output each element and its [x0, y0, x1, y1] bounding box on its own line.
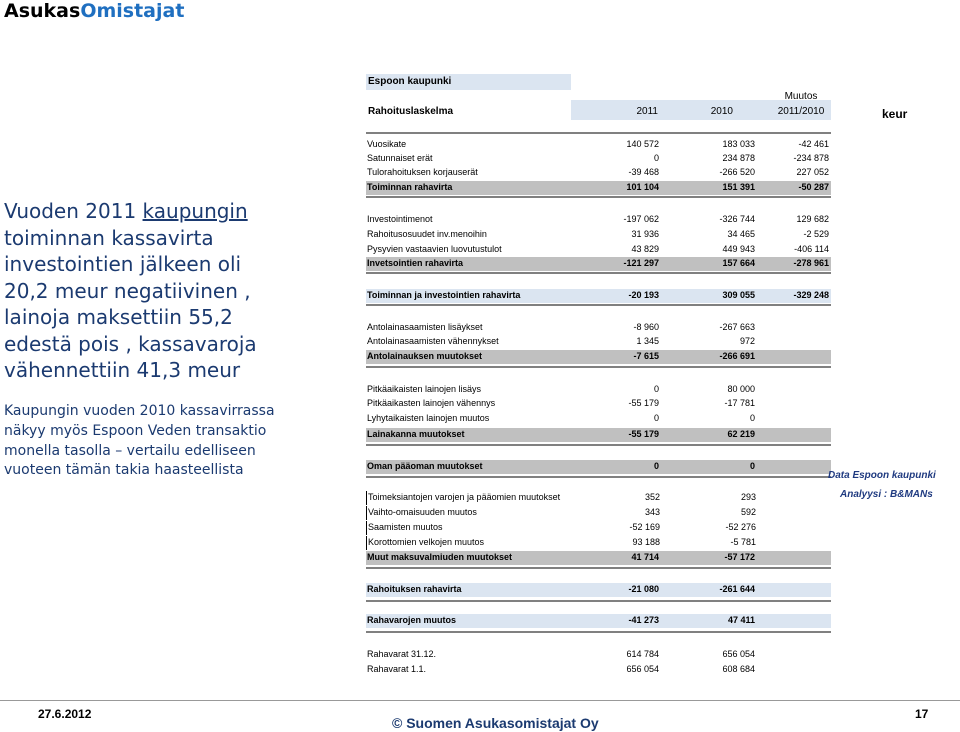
divider	[366, 272, 831, 274]
row-value-v2: 972	[739, 336, 755, 346]
col-change-sub: 2011/2010	[777, 106, 825, 117]
row-value-v3: -329 248	[793, 290, 829, 300]
summary-subtext: Kaupungin vuoden 2010 kassavirrassa näkyy myös Espoon Veden transaktio monella tasolla – vertailu edelliseen vuoteen tämän takia haasteellista	[4, 403, 275, 479]
row-value-v3: -50 287	[798, 182, 829, 192]
row-value-v2: -57 172	[724, 552, 755, 562]
page-number: 17	[915, 707, 929, 721]
row-value-v1: -39 468	[628, 167, 659, 177]
col-change-title: Muutos	[784, 91, 818, 102]
row-value-v2: 234 878	[722, 153, 755, 163]
row-label: Vaihto-omaisuuden muutos	[368, 507, 477, 517]
row-label: Toiminnan ja investointien rahavirta	[367, 290, 521, 300]
row-label: Rahavarat 1.1.	[367, 664, 427, 674]
row-value-v3: -278 961	[793, 258, 829, 268]
row-value-v1: 352	[644, 492, 660, 502]
brand-logo: AsukasOmistajat	[4, 0, 185, 22]
source-data: Data Espoon kaupunki	[828, 470, 936, 481]
row-value-v1: 43 829	[631, 244, 659, 254]
table-row	[366, 166, 831, 180]
row-value-v1: 1 345	[636, 336, 659, 346]
table-row	[366, 583, 831, 597]
summary-text: Vuoden 2011 kaupungin toiminnan kassavirta investointien jälkeen oli 20,2 meur negatiivinen , lainoja maksettiin 55,2 edestä pois , kassavaroja vähennettiin 41,3 meur	[4, 199, 257, 382]
table-row	[366, 397, 831, 411]
row-value-v2: -267 663	[719, 322, 755, 332]
row-value-v2: 47 411	[727, 615, 755, 625]
row-value-v1: -52 169	[629, 522, 660, 532]
table-row	[366, 614, 831, 628]
row-value-v1: 0	[653, 413, 659, 423]
row-value-v1: 101 104	[626, 182, 659, 192]
row-value-v3: -2 529	[803, 229, 829, 239]
row-value-v1: -55 179	[628, 429, 659, 439]
row-value-v1: 0	[653, 461, 659, 471]
entity-label: Espoon kaupunki	[366, 74, 571, 90]
table-row	[366, 321, 831, 335]
row-value-v2: -266 691	[719, 351, 755, 361]
table-row	[366, 412, 831, 426]
row-label: Lyhytaikaisten lainojen muutos	[367, 413, 490, 423]
table-row	[366, 460, 831, 474]
row-value-v1: -8 960	[633, 322, 659, 332]
table-row	[366, 138, 831, 152]
row-value-v1: -197 062	[623, 214, 659, 224]
table-row	[366, 491, 832, 505]
row-value-v2: -52 276	[725, 522, 756, 532]
source-analysis: Analyysi : B&MANs	[840, 489, 933, 500]
row-label: Saamisten muutos	[368, 522, 443, 532]
row-value-v2: 293	[740, 492, 756, 502]
table-row	[366, 243, 831, 257]
row-value-v1: 656 054	[626, 664, 659, 674]
row-label: Korottomien velkojen muutos	[368, 537, 485, 547]
divider	[366, 600, 831, 602]
row-value-v2: 80 000	[727, 384, 755, 394]
row-label: Antolainasaamisten lisäykset	[367, 322, 483, 332]
table-row	[366, 536, 832, 550]
row-value-v1: -55 179	[628, 398, 659, 408]
table-row	[366, 152, 831, 166]
col-2011: 2011	[636, 106, 658, 117]
table-row	[366, 289, 831, 303]
row-label: Tulorahoituksen korjauserät	[367, 167, 478, 177]
row-label: Antolainasaamisten vähennykset	[367, 336, 499, 346]
row-label: Satunnaiset erät	[367, 153, 433, 163]
table-row	[366, 428, 831, 442]
table-row	[366, 551, 831, 565]
row-label: Oman pääoman muutokset	[367, 461, 483, 471]
table-row	[366, 350, 831, 364]
summary-link[interactable]: kaupungin	[142, 199, 248, 223]
row-value-v3: 227 052	[796, 167, 829, 177]
row-value-v2: -5 781	[730, 537, 756, 547]
row-value-v2: 183 033	[722, 139, 755, 149]
row-value-v1: 0	[653, 384, 659, 394]
row-label: Investointimenot	[367, 214, 433, 224]
table-row	[366, 648, 831, 662]
row-label: Pitkäaikasten lainojen vähennys	[367, 398, 496, 408]
footer-date: 27.6.2012	[38, 707, 92, 721]
row-value-v2: 157 664	[722, 258, 755, 268]
row-value-v3: -406 114	[794, 244, 829, 254]
row-value-v2: 0	[749, 413, 755, 423]
row-value-v1: -21 080	[628, 584, 659, 594]
row-value-v1: 0	[653, 153, 659, 163]
row-label: Lainakanna muutokset	[367, 429, 465, 439]
row-value-v1: 31 936	[631, 229, 659, 239]
unit-label: keur	[882, 107, 908, 121]
row-label: Pitkäaikaisten lainojen lisäys	[367, 384, 482, 394]
divider	[366, 476, 831, 478]
table-row	[366, 228, 831, 242]
footer-divider	[0, 700, 960, 701]
table-row	[366, 506, 832, 520]
row-value-v3: -42 461	[798, 139, 829, 149]
row-label: Antolainauksen muutokset	[367, 351, 483, 361]
row-value-v3: 129 682	[796, 214, 829, 224]
row-value-v1: 614 784	[626, 649, 659, 659]
row-label: Toiminnan rahavirta	[367, 182, 453, 192]
row-value-v2: 62 219	[727, 429, 755, 439]
row-value-v2: -266 520	[719, 167, 755, 177]
divider	[366, 567, 831, 569]
row-value-v1: 41 714	[631, 552, 659, 562]
row-value-v1: -41 273	[628, 615, 659, 625]
row-value-v1: 93 188	[632, 537, 660, 547]
row-label: Rahoitusosuudet inv.menoihin	[367, 229, 487, 239]
row-value-v2: 34 465	[727, 229, 755, 239]
table-row	[366, 383, 831, 397]
row-value-v2: -326 744	[719, 214, 755, 224]
row-value-v1: -20 193	[628, 290, 659, 300]
divider	[366, 444, 831, 446]
row-value-v3: -234 878	[793, 153, 829, 163]
divider	[366, 366, 831, 368]
row-value-v2: 592	[740, 507, 756, 517]
row-label: Muut maksuvalmiuden muutokset	[367, 552, 513, 562]
divider	[366, 132, 831, 134]
row-value-v1: 343	[644, 507, 660, 517]
divider	[366, 631, 831, 633]
row-label: Rahoituksen rahavirta	[367, 584, 462, 594]
row-value-v2: 656 054	[722, 649, 755, 659]
table-row	[366, 213, 831, 227]
table-row	[366, 181, 831, 195]
footer-copyright: © Suomen Asukasomistajat Oy	[392, 715, 599, 731]
row-value-v2: -17 781	[724, 398, 755, 408]
row-value-v2: 151 391	[722, 182, 755, 192]
row-label: Rahavarat 31.12.	[367, 649, 437, 659]
col-2010: 2010	[710, 106, 733, 117]
row-label: Vuosikate	[367, 139, 407, 149]
row-value-v1: -7 615	[633, 351, 659, 361]
row-value-v1: -121 297	[623, 258, 659, 268]
table-row	[366, 257, 831, 271]
row-label: Toimeksiantojen varojen ja pääomien muutokset	[368, 492, 561, 502]
table-row	[366, 663, 831, 677]
row-label: Rahavarojen muutos	[367, 615, 457, 625]
row-value-v2: 608 684	[722, 664, 755, 674]
row-label: Invetsointien rahavirta	[367, 258, 464, 268]
row-value-v2: 0	[749, 461, 755, 471]
divider	[366, 196, 831, 198]
row-label: Pysyvien vastaavien luovutustulot	[367, 244, 502, 254]
table-row	[366, 521, 832, 535]
divider	[366, 304, 831, 306]
table-title: Rahoituslaskelma	[368, 106, 454, 117]
row-value-v1: 140 572	[626, 139, 659, 149]
table-row	[366, 335, 831, 349]
row-value-v2: -261 644	[719, 584, 755, 594]
row-value-v2: 309 055	[722, 290, 755, 300]
row-value-v2: 449 943	[722, 244, 755, 254]
